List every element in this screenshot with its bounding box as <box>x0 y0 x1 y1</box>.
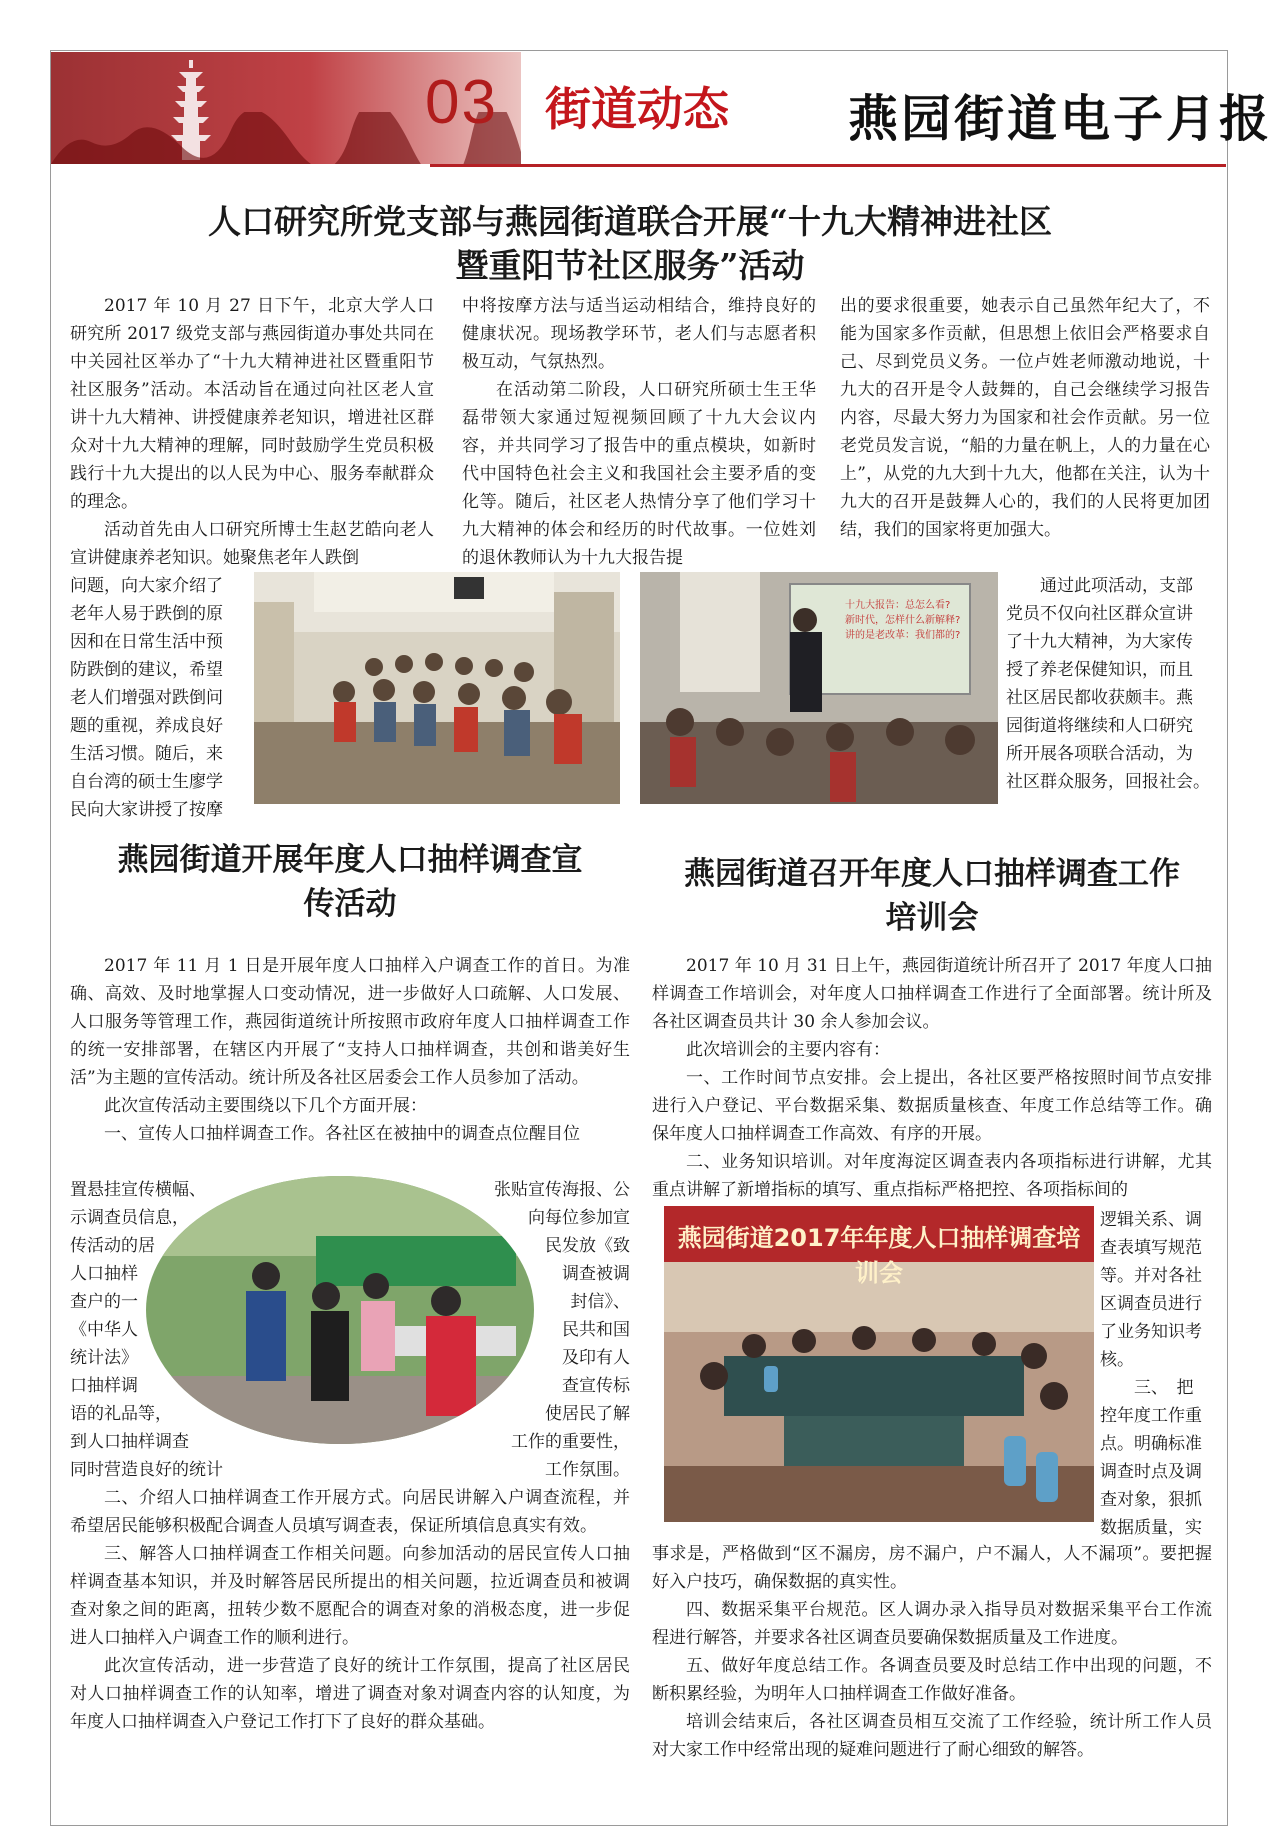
article1-col3 <box>840 292 1210 544</box>
wrap-line: 社区居民都收获颇丰。燕 <box>1006 688 1193 708</box>
wrap-line: 查户的一 <box>70 1292 138 1312</box>
wrap-line: 党员不仅向社区群众宣讲 <box>1006 604 1193 624</box>
article3-title-line2: 培训会 <box>885 900 979 936</box>
wrap-line: 调查被调 <box>562 1264 630 1284</box>
wrap-line: 老人们增强对跌倒问 <box>70 688 223 708</box>
wrap-line: 通过此项活动，支部 <box>1040 576 1193 596</box>
wrap-line: 查表填写规范 <box>1100 1238 1202 1258</box>
wrap-line: 调查时点及调 <box>1100 1462 1202 1482</box>
wrap-line: 同时营造良好的统计 <box>70 1460 223 1480</box>
article2-para6: 此次宣传活动，进一步营造了良好的统计工作氛围，提高了社区居民对人口抽样调查工作的认知率，增进了调查对象对调查内容的认知度，为年度人口抽样调查入户登记工作打下了良好的群众基础。 <box>70 1656 630 1732</box>
wrap-line: 及印有人 <box>562 1348 630 1368</box>
wrap-line: 社区群众服务，回报社会。 <box>1006 772 1210 792</box>
wrap-line: 置悬挂宣传横幅、 <box>70 1180 206 1200</box>
wrap-line: 逻辑关系、调 <box>1100 1210 1202 1230</box>
article1-col3-para1: 出的要求很重要，她表示自己虽然年纪大了，不能为国家多作贡献，但思想上依旧会严格要求自己、尽到党员义务。一位卢姓老师激动地说，十九大的召开是令人鼓舞的，自己会继续学习报告内容，尽最大努力为国家和社会作贡献。另一位老党员发言说，“船的力量在帆上，人的力量在心上”，从党的九大到十九大，他都在关注，认为十九大的召开是鼓舞人心的，我们的人民将更加团结，我们的国家将更加强大。 <box>840 296 1210 540</box>
wrap-line: 民发放《致 <box>545 1236 630 1256</box>
wrap-line: 查宣传标 <box>562 1376 630 1396</box>
wrap-line: 点。明确标准 <box>1100 1434 1202 1454</box>
slide-line: 讲的是老改革：我们都的? <box>845 630 961 641</box>
wrap-line: 查对象，狠抓 <box>1100 1490 1202 1510</box>
banner-divider <box>430 164 1226 167</box>
article3-para1: 2017 年 10 月 31 日上午，燕园街道统计所召开了 2017 年度人口抽样调查工作培训会，对年度人口抽样调查工作进行了全面部署。统计所及各社区调查员共计 30 余人参加会议。 <box>652 956 1212 1032</box>
photo-classroom-audience <box>254 572 620 804</box>
article3-body-top <box>652 952 1212 1204</box>
photo-training-meeting <box>664 1206 1094 1522</box>
wrap-line: 工作氛围。 <box>545 1460 630 1480</box>
article1-col1-para2: 活动首先由人口研究所博士生赵艺皓向老人宣讲健康养老知识。她聚焦老年人跌倒 <box>70 520 434 568</box>
slide-text <box>845 598 960 643</box>
article2-para2: 此次宣传活动主要围绕以下几个方面开展： <box>104 1096 427 1116</box>
wrap-line: 了业务知识考 <box>1100 1322 1202 1342</box>
article2-title-line2: 传活动 <box>303 886 397 922</box>
article1-col1-wrap <box>70 572 260 824</box>
issue-number: 03 <box>425 68 498 137</box>
article3-para4: 二、业务知识培训。对年度海淀区调查表内各项指标进行讲解，尤其重点讲解了新增指标的填写、重点指标严格把控、各项指标间的 <box>652 1152 1212 1200</box>
article2-body-top <box>70 952 630 1148</box>
article3-para6: 四、数据采集平台规范。区人调办录入指导员对数据采集平台工作流程进行解答，并要求各社区调查员要确保数据质量及工作进度。 <box>652 1600 1212 1648</box>
wrap-line: 控年度工作重 <box>1100 1406 1202 1426</box>
article2-body-bottom <box>70 1484 630 1736</box>
wrap-line: 等。并对各社 <box>1100 1266 1202 1286</box>
article3-wrap-right-1 <box>1100 1206 1212 1542</box>
wrap-line: 传活动的居 <box>70 1236 155 1256</box>
wrap-line: 口抽样调 <box>70 1376 138 1396</box>
article3-para2: 此次培训会的主要内容有： <box>686 1040 890 1060</box>
photo-outdoor-promotion <box>146 1176 534 1444</box>
section-name: 街道动态 <box>545 82 729 136</box>
article3-para3: 一、工作时间节点安排。会上提出，各社区要严格按照时间节点安排进行入户登记、平台数据采集、数据质量核查、年度工作总结等工作。确保年度人口抽样调查工作高效、有序的开展。 <box>652 1068 1212 1144</box>
article2-para3: 一、宣传人口抽样调查工作。各社区在被抽中的调查点位醒目位 <box>104 1124 580 1144</box>
wrap-line: 老年人易于跌倒的原 <box>70 604 223 624</box>
wrap-line: 核。 <box>1100 1350 1134 1370</box>
article3-body-bottom <box>652 1540 1212 1764</box>
wrap-line: 三、 把 <box>1134 1378 1194 1398</box>
newspaper-name: 燕园街道电子月报 <box>848 89 1272 148</box>
article1-title <box>130 200 1130 288</box>
wrap-line: 到人口抽样调查 <box>70 1432 189 1452</box>
photo-banner-text: 燕园街道2017年年度人口抽样调查培训会 <box>677 1224 1081 1287</box>
article1-col2-para1: 中将按摩方法与适当运动相结合，维持良好的健康状况。现场教学环节，老人们与志愿者积极互动，气氛热烈。 <box>462 296 816 372</box>
slide-line: 新时代，怎样什么新解释? <box>845 615 961 626</box>
slide-line: 十九大报告：总怎么看? <box>845 600 951 611</box>
article1-col3-wrap <box>1006 572 1216 796</box>
wrap-line: 民共和国 <box>562 1320 630 1340</box>
wrap-line: 《中华人 <box>70 1320 138 1340</box>
article2-para5: 三、解答人口抽样调查工作相关问题。向参加活动的居民宣传人口抽样调查基本知识，并及时解答居民所提出的相关问题，拉近调查员和被调查对象之间的距离，扭转少数不愿配合的调查对象的消极态度，进一步促进人口抽样入户调查工作的顺利进行。 <box>70 1544 630 1648</box>
wrap-line: 示调查员信息， <box>70 1208 189 1228</box>
article1-col2 <box>462 292 816 572</box>
article3-title-line1: 燕园街道召开年度人口抽样调查工作 <box>684 856 1180 892</box>
wrap-line: 民向大家讲授了按摩 <box>70 800 223 820</box>
wrap-line: 防跌倒的建议，希望 <box>70 660 223 680</box>
wrap-line: 问题，向大家介绍了 <box>70 576 223 596</box>
wrap-line: 张贴宣传海报、公 <box>494 1180 630 1200</box>
photo-speaker-presentation <box>640 572 998 804</box>
article3-para7: 五、做好年度总结工作。各调查员要及时总结工作中出现的问题，不断积累经验，为明年人口抽样调查工作做好准备。 <box>652 1656 1212 1704</box>
wrap-line: 工作的重要性， <box>511 1432 630 1452</box>
wrap-line: 因和在日常生活中预 <box>70 632 223 652</box>
article1-title-line2: 暨重阳节社区服务”活动 <box>455 246 805 285</box>
article2-title-line1: 燕园街道开展年度人口抽样调查宣 <box>117 842 583 878</box>
article1-col1-para1: 2017 年 10 月 27 日下午，北京大学人口研究所 2017 级党支部与燕园街道办事处共同在中关园社区举办了“十九大精神进社区暨重阳节社区服务”活动。本活动旨在通过向社区老人宣讲十九大精神、讲授健康养老知识，增进社区群众对十九大精神的理解，同时鼓励学生党员积极践行十九大提出的以人民为中心、服务奉献群众的理念。 <box>70 296 434 512</box>
wrap-line: 了十九大精神，为大家传 <box>1006 632 1193 652</box>
wrap-line: 封信》、 <box>570 1292 630 1312</box>
wrap-line: 自台湾的硕士生廖学 <box>70 772 223 792</box>
wrap-line: 区调查员进行 <box>1100 1294 1202 1314</box>
article1-title-line1: 人口研究所党支部与燕园街道联合开展“十九大精神进社区 <box>208 202 1052 241</box>
wrap-line: 统计法》 <box>70 1348 138 1368</box>
wrap-line: 使居民了解 <box>545 1404 630 1424</box>
article2-title <box>70 838 630 926</box>
wrap-line: 所开展各项联合活动，为 <box>1006 744 1193 764</box>
wrap-line: 园街道将继续和人口研究 <box>1006 716 1193 736</box>
article3-title <box>652 852 1212 940</box>
article3-para8: 培训会结束后，各社区调查员相互交流了工作经验，统计所工作人员对大家工作中经常出现的疑难问题进行了耐心细致的解答。 <box>652 1712 1212 1760</box>
article1-col2-para2: 在活动第二阶段，人口研究所硕士生王华磊带领大家通过短视频回顾了十九大会议内容，并共同学习了报告中的重点模块，如新时代中国特色社会主义和我国社会主要矛盾的变化等。随后，社区老人热情分享了他们学习十九大精神的体会和经历的时代故事。一位姓刘的退休教师认为十九大报告提 <box>462 380 816 568</box>
article1-col1 <box>70 292 434 572</box>
wrap-line: 授了养老保健知识，而且 <box>1006 660 1193 680</box>
wrap-line: 向每位参加宣 <box>528 1208 630 1228</box>
article2-para4: 二、介绍人口抽样调查工作开展方式。向居民讲解入户调查流程，并希望居民能够积极配合调查人员填写调查表，保证所填信息真实有效。 <box>70 1488 630 1536</box>
wrap-line: 题的重视，养成良好 <box>70 716 223 736</box>
wrap-line: 人口抽样 <box>70 1264 138 1284</box>
article3-para5-rest: 事求是，严格做到“区不漏房，房不漏户，户不漏人，人不漏项”。要把握好入户技巧，确保数据的真实性。 <box>652 1544 1212 1592</box>
wrap-line: 数据质量，实 <box>1100 1518 1202 1538</box>
article2-para1: 2017 年 11 月 1 日是开展年度人口抽样入户调查工作的首日。为准确、高效、及时地掌握人口变动情况，进一步做好人口疏解、人口发展、人口服务等管理工作，燕园街道统计所按照市政府年度人口抽样调查工作的统一安排部署，在辖区内开展了“支持人口抽样调查，共创和谐美好生活”为主题的宣传活动。统计所及各社区居委会工作人员参加了活动。 <box>70 956 630 1088</box>
wrap-line: 语的礼品等， <box>70 1404 172 1424</box>
wrap-line: 生活习惯。随后，来 <box>70 744 223 764</box>
